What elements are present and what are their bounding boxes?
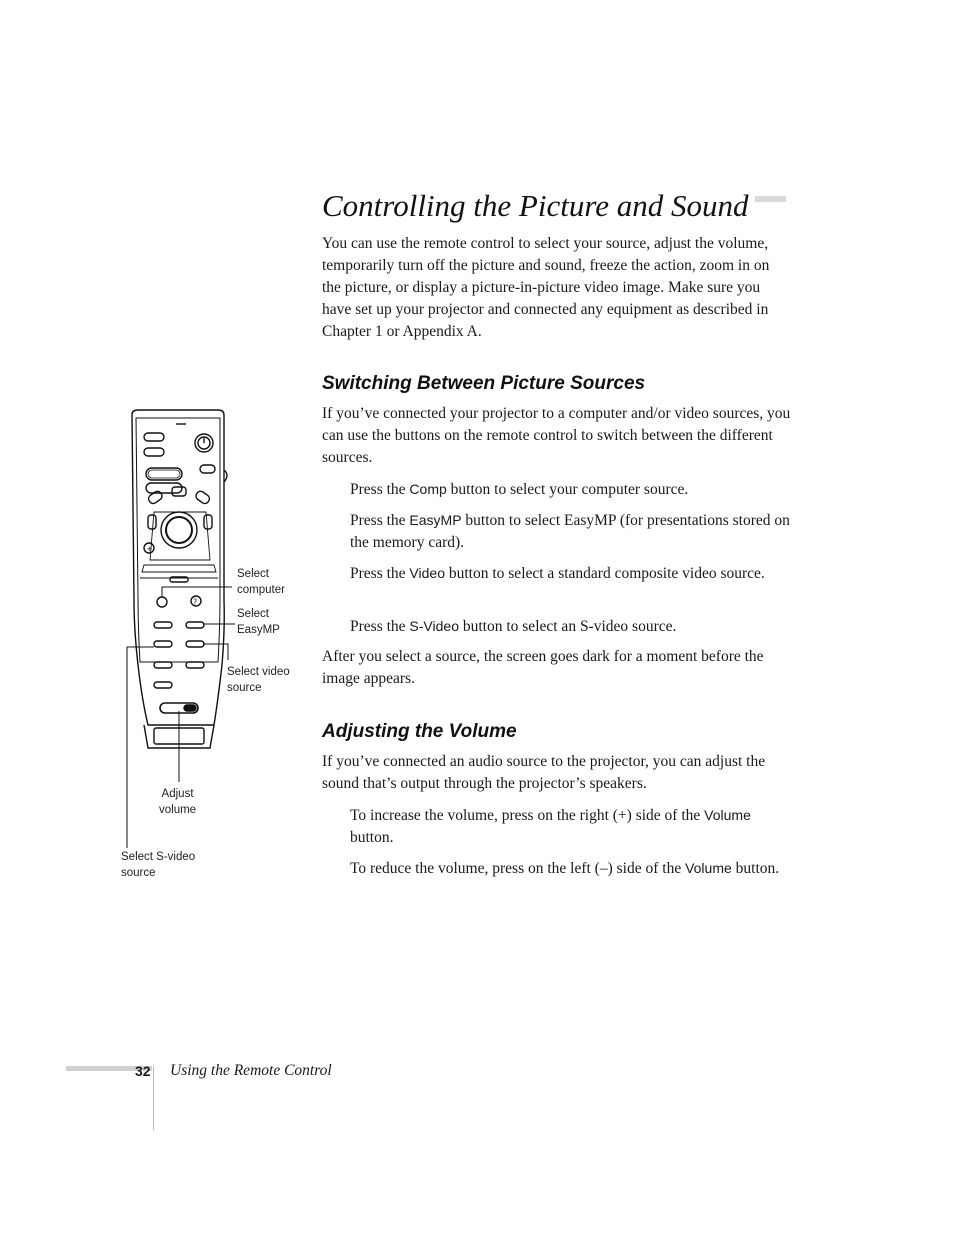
page-title: Controlling the Picture and Sound — [322, 186, 755, 226]
section-heading-volume: Adjusting the Volume — [322, 721, 517, 742]
callout-text: Select video — [227, 666, 290, 678]
volume-button-label: Volume — [704, 807, 751, 823]
svg-text:+: + — [146, 545, 153, 553]
lower-left-button-4 — [154, 682, 172, 688]
step-comp — [350, 478, 790, 501]
footer-divider — [153, 1066, 154, 1130]
step-text: Press the — [350, 565, 410, 582]
step-svideo — [350, 615, 790, 638]
callout-text: EasyMP — [237, 624, 280, 636]
callout-text: Select — [237, 568, 269, 580]
callout-adjust-volume — [159, 786, 196, 818]
step-text: To reduce the volume, press on the left (–) side of the — [350, 860, 686, 877]
callout-text: Select — [237, 608, 269, 620]
svideo-button — [154, 622, 172, 628]
callout-text: Select S-video — [121, 851, 196, 863]
dpad-center — [166, 517, 192, 543]
running-head: Using the Remote Control — [170, 1062, 332, 1079]
step-text: Press the — [350, 512, 410, 529]
shoulder-left-button — [147, 490, 164, 505]
sources-after-paragraph: After you select a source, the screen goes dark for a moment before the image appears. — [322, 648, 764, 687]
remote-inner-outline — [136, 418, 220, 662]
step-text: button to select your computer source. — [446, 481, 689, 498]
page-number: 32 — [135, 1063, 151, 1079]
svideo-button-label: S-Video — [409, 618, 459, 634]
callout-text: computer — [237, 584, 285, 596]
section-heading-sources: Switching Between Picture Sources — [322, 373, 646, 394]
callout-select-easymp — [237, 606, 280, 638]
dpad-frame — [150, 512, 210, 560]
step-text: button. — [350, 829, 394, 846]
side-left-button — [148, 515, 156, 529]
intro-paragraph: You can use the remote control to select your source, adjust the volume, temporarily turn off the picture and sound, freeze the action, zoom in on the picture, or display a picture-in-picture video image. Make sure you have set up your projector and connected any equipment as described in Chapter 1 or Appendix A. — [322, 235, 770, 340]
shoulder-right-button — [194, 490, 211, 505]
leader-video — [203, 644, 228, 660]
lower-left-button-3 — [154, 662, 172, 668]
video-button-label: Video — [409, 565, 445, 581]
lower-left-button-2 — [154, 641, 172, 647]
remote-body-outline — [132, 410, 224, 725]
shoulder-center-button — [172, 487, 186, 496]
sources-lead-paragraph: If you’ve connected your projector to a computer and/or video sources, you can use the buttons on the remote control to switch between the different sources. — [322, 405, 791, 466]
video-button — [186, 641, 204, 647]
svg-text:?: ? — [193, 597, 198, 607]
step-volume-up — [350, 804, 790, 849]
step-volume-down — [350, 857, 790, 880]
step-text: Press the — [350, 481, 410, 498]
step-text: button. — [731, 860, 780, 877]
callout-select-video — [227, 664, 290, 696]
callout-text: Adjust — [161, 788, 194, 800]
right-button — [200, 465, 215, 473]
callout-text: source — [227, 682, 262, 694]
step-text: To increase the volume, press on the right (+) side of the — [350, 807, 705, 824]
volume-button-label: Volume — [685, 860, 732, 876]
callout-select-computer — [237, 566, 285, 598]
step-video — [350, 562, 790, 585]
step-text: button to select an S-video source. — [458, 618, 677, 635]
callout-text: volume — [159, 804, 197, 816]
top-left-button-1 — [144, 433, 164, 441]
step-text: Press the — [350, 618, 410, 635]
easymp-button — [186, 622, 204, 628]
step-text: button to select EasyMP (for presentations stored on the memory card). — [350, 512, 790, 551]
callout-text: source — [121, 867, 156, 879]
lower-right-button-3 — [186, 662, 204, 668]
comp-button — [157, 597, 167, 607]
comp-button-label: Comp — [409, 481, 447, 497]
top-left-button-2 — [144, 448, 164, 456]
easymp-button-label: EasyMP — [409, 512, 462, 528]
step-easymp — [350, 509, 790, 554]
volume-lead-paragraph: If you’ve connected an audio source to the projector, you can adjust the sound that’s output through the projector’s speakers. — [322, 753, 766, 792]
side-right-button — [204, 515, 212, 529]
step-text: button to select a standard composite video source. — [444, 565, 765, 582]
volume-rocker-knob — [184, 705, 196, 711]
wide-button-2 — [146, 483, 182, 493]
panel-divider — [142, 565, 216, 572]
callout-select-svideo — [121, 849, 195, 881]
